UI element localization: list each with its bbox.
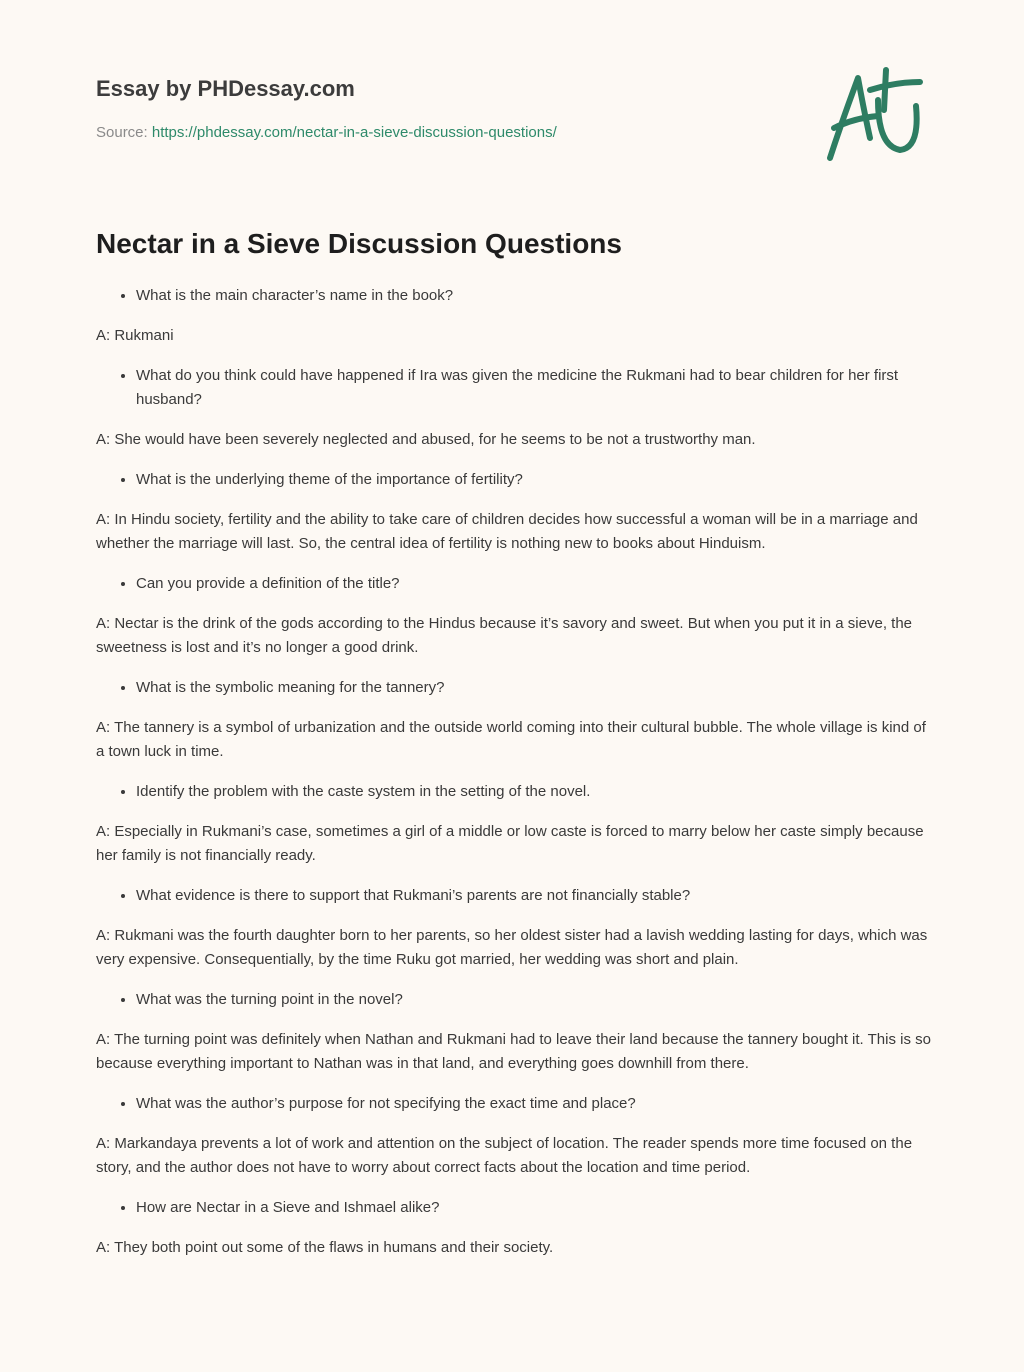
- question-list: [96, 1196, 932, 1220]
- question-item: • What was the author’s purpose for not specifying the exact time and place?: [136, 1092, 932, 1116]
- source-line: [96, 124, 557, 141]
- answer-paragraph: A: The turning point was definitely when Nathan and Rukmani had to leave their land because the tannery bought it. This is so because everything important to Nathan was in that land, and everything goes downhill from there.: [96, 1031, 931, 1072]
- question-item: • What evidence is there to support that Rukmani’s parents are not financially stable?: [136, 884, 932, 908]
- answer-paragraph: A: Rukmani was the fourth daughter born to her parents, so her oldest sister had a lavish wedding lasting for days, which was very expensive. Consequentially, by the time Ruku got married, her wedding was short and plain.: [96, 927, 928, 968]
- question-list: [96, 1092, 932, 1116]
- question-item: • What is the symbolic meaning for the tannery?: [136, 676, 932, 700]
- question-item: • Identify the problem with the caste system in the setting of the novel.: [136, 780, 932, 804]
- question-item: • What is the underlying theme of the importance of fertility?: [136, 468, 932, 492]
- answer-paragraph: A: Nectar is the drink of the gods according to the Hindus because it’s savory and sweet. But when you put it in a sieve, the sweetness is lost and it’s no longer a good drink.: [96, 615, 913, 656]
- question-list: [96, 988, 932, 1012]
- qa-list: [96, 284, 932, 1260]
- question-list: [96, 780, 932, 804]
- question-list: [96, 676, 932, 700]
- site-title: Essay by PHDessay.com: [96, 76, 355, 101]
- source-link[interactable]: https://phdessay.com/nectar-in-a-sieve-discussion-questions/: [151, 124, 557, 141]
- question-item: • What do you think could have happened if Ira was given the medicine the Rukmani had to bear children for her first husband?: [136, 364, 932, 412]
- answer-paragraph: A: In Hindu society, fertility and the ability to take care of children decides how successful a woman will be in a marriage and whether the marriage will last. So, the central idea of fertility is nothing new to books about Hinduism.: [96, 511, 918, 552]
- question-list: [96, 468, 932, 492]
- question-list: [96, 572, 932, 596]
- question-item: • How are Nectar in a Sieve and Ishmael alike?: [136, 1196, 932, 1220]
- question-list: [96, 364, 932, 412]
- answer-paragraph: A: They both point out some of the flaws in humans and their society.: [96, 1239, 554, 1256]
- answer-paragraph: A: Rukmani: [96, 327, 174, 344]
- article-title: Nectar in a Sieve Discussion Questions: [96, 228, 622, 259]
- answer-paragraph: A: Markandaya prevents a lot of work and attention on the subject of location. The reader spends more time focused on the story, and the author does not have to worry about correct facts about the location and time period.: [96, 1135, 913, 1176]
- question-list: [96, 284, 932, 308]
- question-item: • Can you provide a definition of the title?: [136, 572, 932, 596]
- question-list: [96, 884, 932, 908]
- article: [96, 226, 932, 1276]
- answer-paragraph: A: The tannery is a symbol of urbanization and the outside world coming into their cultural bubble. The whole village is kind of a town luck in time.: [96, 719, 926, 760]
- a-plus-logo-icon: [820, 66, 930, 166]
- question-item: • What is the main character’s name in the book?: [136, 284, 932, 308]
- source-label: Source:: [96, 124, 148, 141]
- answer-paragraph: A: Especially in Rukmani’s case, sometimes a girl of a middle or low caste is forced to marry below her caste simply because her family is not financially ready.: [96, 823, 924, 864]
- question-item: • What was the turning point in the novel?: [136, 988, 932, 1012]
- answer-paragraph: A: She would have been severely neglected and abused, for he seems to be not a trustworthy man.: [96, 431, 756, 448]
